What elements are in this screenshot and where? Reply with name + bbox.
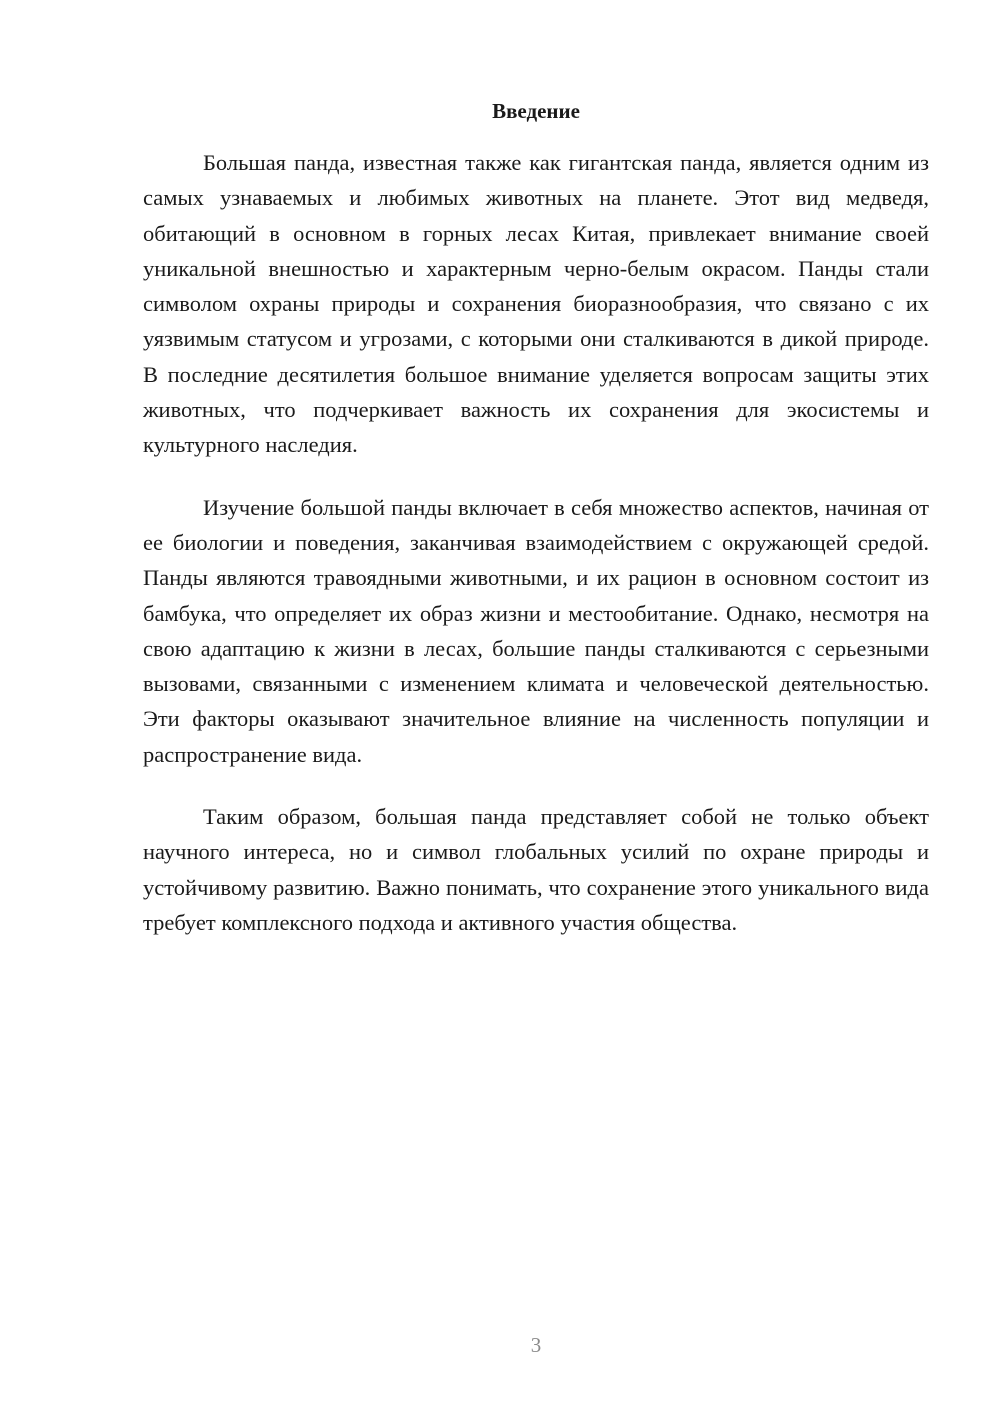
page-content [143,97,929,940]
paragraph-1: Большая панда, известная также как гигантская панда, является одним из самых узнаваемых и любимых животных на планете. Этот вид медведя, обитающий в основном в горных лесах Китая, привлекает внимание своей уникальной внешностью и характерным черно-белым окрасом. Панды стали символом охраны природы и сохранения биоразнообразия, что связано с их уязвимым статусом и угрозами, с которыми они сталкиваются в дикой природе. В последние десятилетия большое внимание уделяется вопросам защиты этих животных, что подчеркивает важность их сохранения для экосистемы и культурного наследия. [143,150,929,458]
paragraph-3: Таким образом, большая панда представляет собой не только объект научного интереса, но и символ глобальных усилий по охране природы и устойчивому развитию. Важно понимать, что сохранение этого уникального вида требует комплексного подхода и активного участия общества. [143,804,929,935]
section-heading: Введение [492,99,580,123]
paragraph-2: Изучение большой панды включает в себя множество аспектов, начиная от ее биологии и поведения, заканчивая взаимодействием с окружающей средой. Панды являются травоядными животными, и их рацион в основном состоит из бамбука, что определяет их образ жизни и местообитание. Однако, несмотря на свою адаптацию к жизни в лесах, большие панды сталкиваются с серьезными вызовами, связанными с изменением климата и человеческой деятельностью. Эти факторы оказывают значительное влияние на численность популяции и распространение вида. [143,494,929,767]
page-number: 3 [530,1333,542,1357]
